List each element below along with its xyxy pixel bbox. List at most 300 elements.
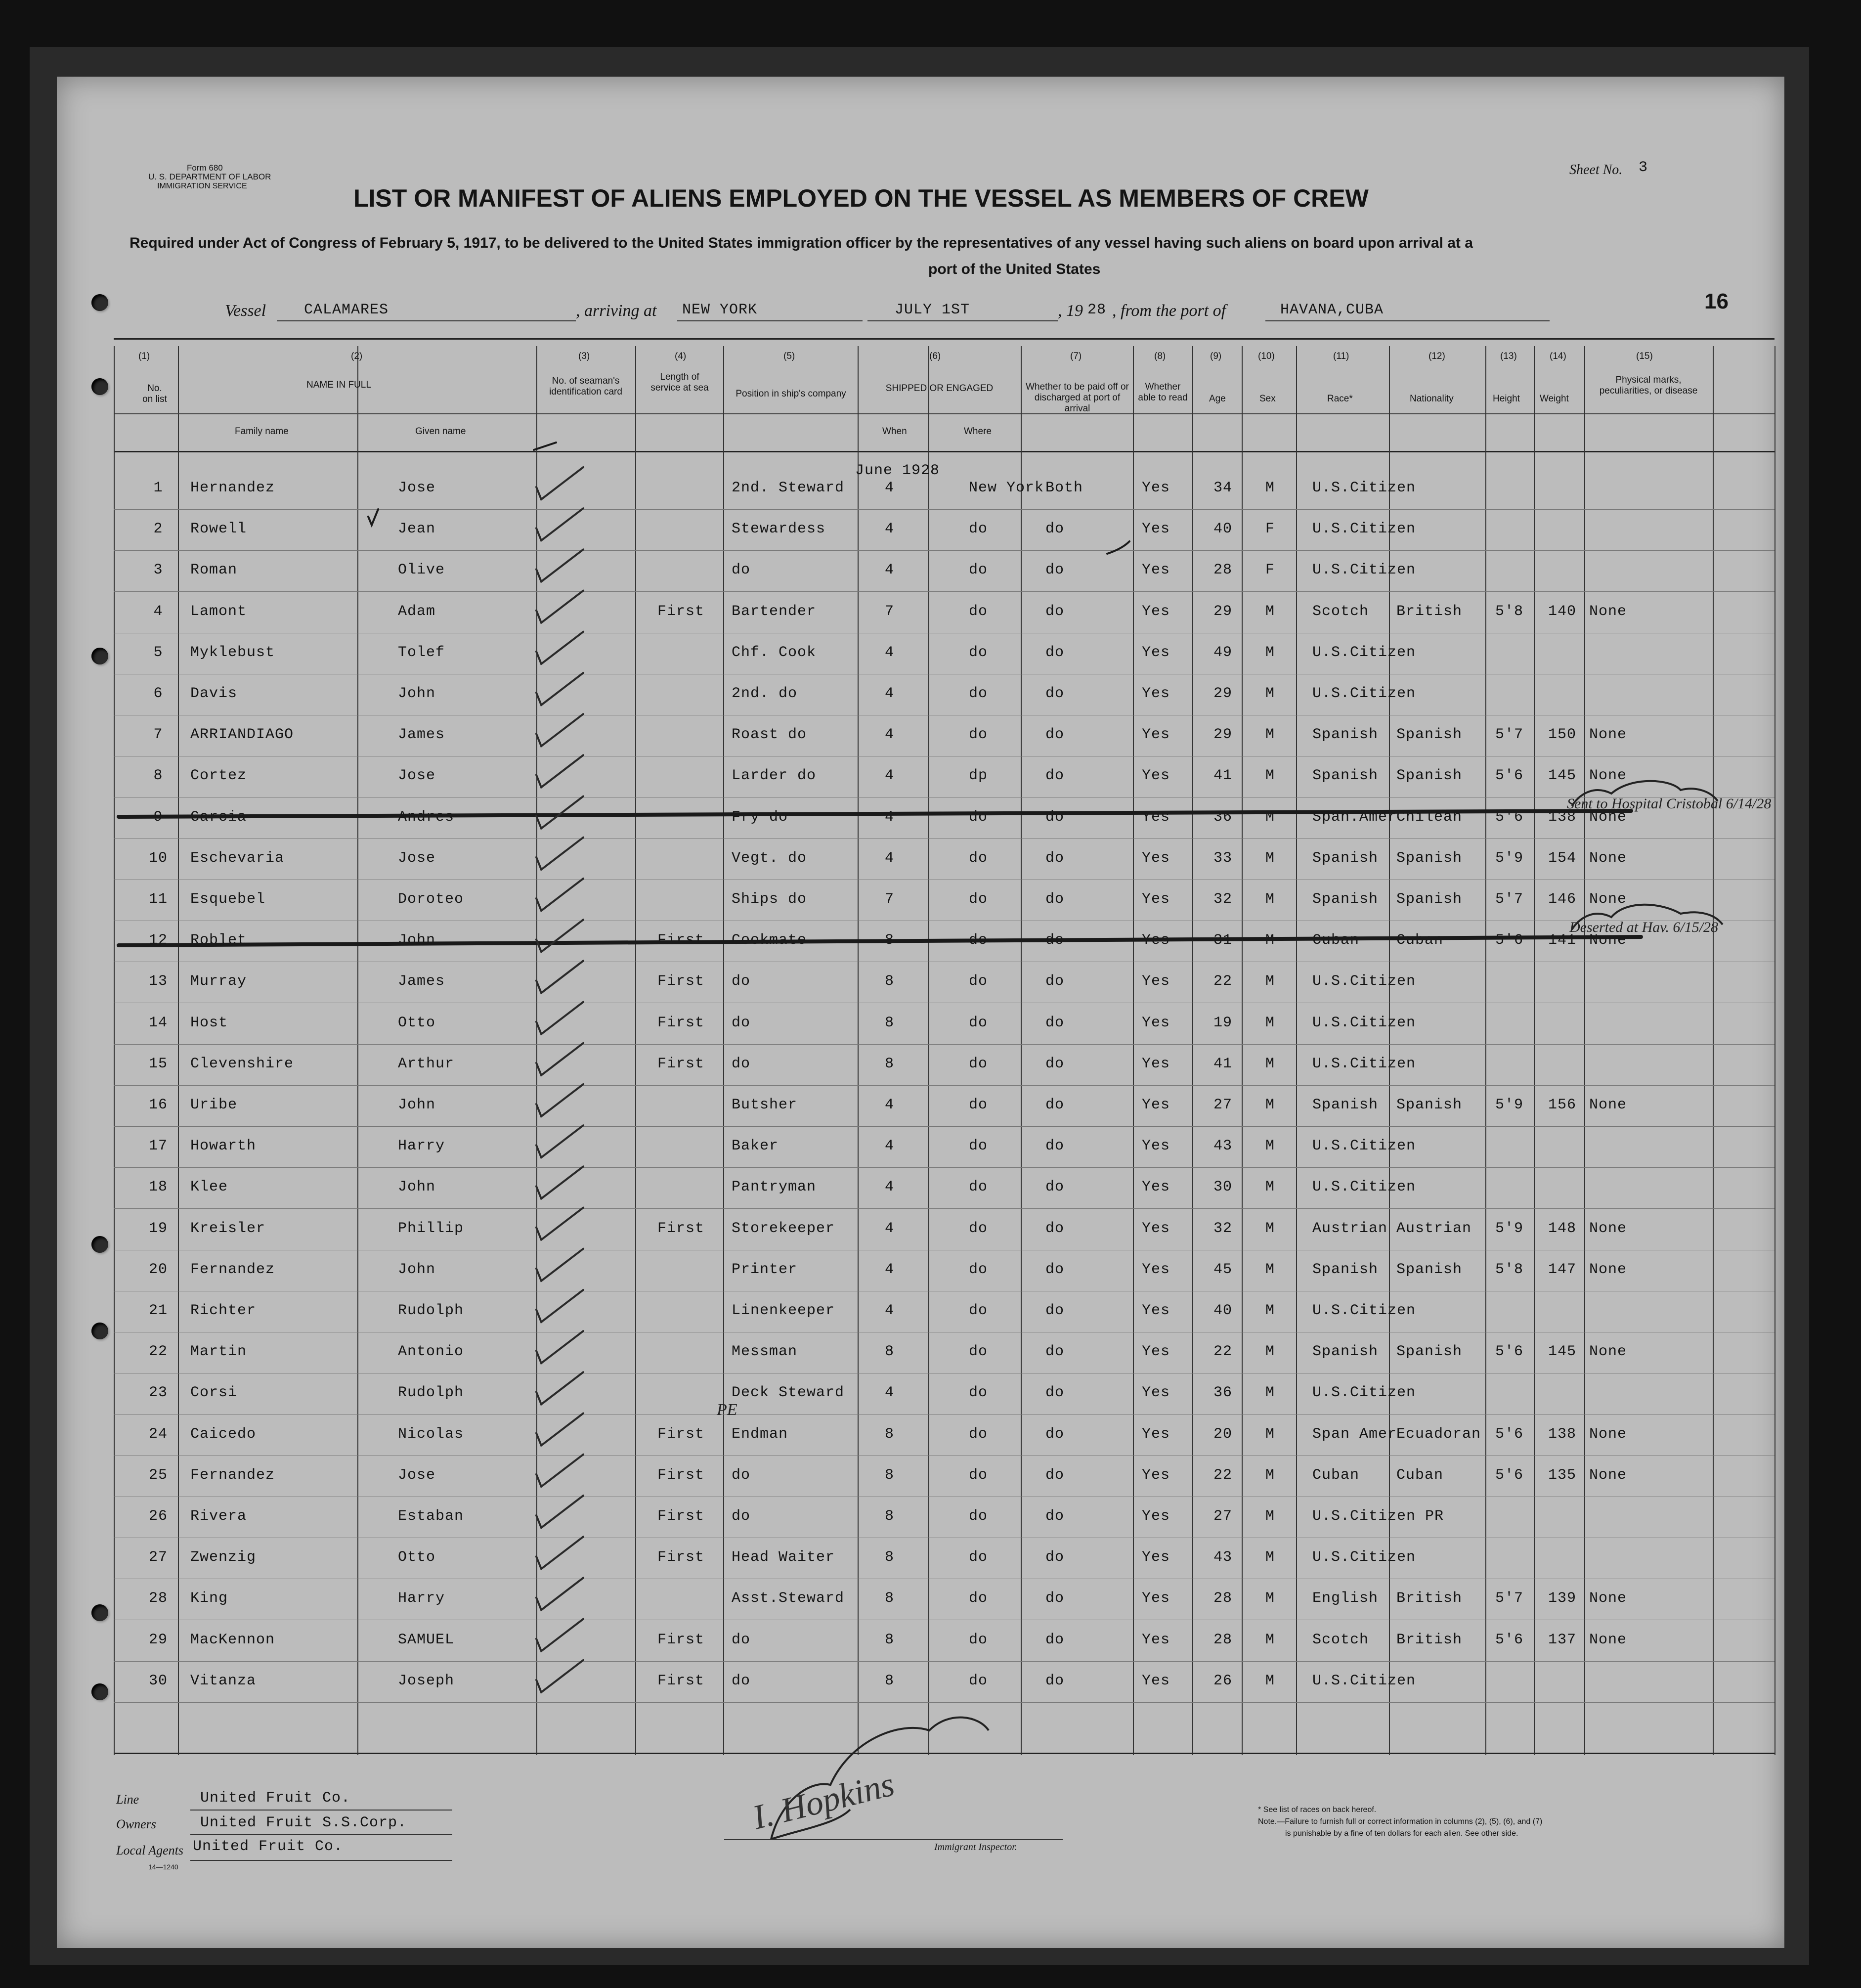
cell-given-name: SAMUEL	[398, 1631, 455, 1648]
header-weight: Weight	[1540, 394, 1569, 404]
cell-paid-off: do	[1045, 644, 1065, 661]
cell-able-to-read: Yes	[1142, 808, 1170, 826]
cell-family-name: ARRIANDIAGO	[190, 726, 294, 744]
cell-able-to-read: Yes	[1142, 973, 1170, 990]
cell-weight: 141	[1548, 932, 1577, 949]
cell-age: 29	[1213, 726, 1233, 744]
cell-shipped-where: do	[969, 891, 988, 908]
cell-given-name: John	[398, 1261, 436, 1278]
cell-given-name: Jean	[398, 521, 436, 538]
annotation-hospital: Sent to Hospital Cristobal 6/14/28	[1567, 795, 1772, 812]
cell-age: 41	[1213, 1055, 1233, 1072]
check-mark	[536, 879, 583, 911]
cell-family-name: Rivera	[190, 1508, 247, 1525]
cell-position: Roast do	[732, 726, 807, 744]
cell-position: Pantryman	[732, 1179, 817, 1196]
cell-shipped-where: do	[969, 603, 988, 620]
cell-sex: F	[1265, 562, 1275, 579]
cell-height: 5'8	[1495, 1261, 1524, 1278]
cell-family-name: MacKennon	[190, 1631, 275, 1648]
cell-race: Scotch	[1312, 1631, 1369, 1648]
cell-race: Spanish	[1312, 726, 1379, 744]
cell-shipped-where: do	[969, 808, 988, 826]
cell-age: 33	[1213, 849, 1233, 867]
header-shipped: SHIPPED OR ENGAGED	[885, 383, 994, 394]
cell-row-number: 29	[148, 1631, 168, 1648]
cell-race: U.S.Citizen	[1312, 1302, 1416, 1319]
cell-age: 31	[1213, 932, 1233, 949]
cell-paid-off: do	[1045, 726, 1065, 744]
check-mark	[536, 591, 583, 623]
cell-sex: M	[1265, 891, 1275, 908]
cell-age: 36	[1213, 808, 1233, 826]
cell-service-length: First	[657, 1631, 705, 1648]
print-code: 14—1240	[148, 1863, 178, 1871]
cell-shipped-when: 4	[885, 521, 895, 538]
cell-paid-off: do	[1045, 1179, 1065, 1196]
cell-age: 40	[1213, 521, 1233, 538]
cell-height: 5'6	[1495, 1631, 1524, 1648]
cell-position: do	[732, 1508, 751, 1525]
cell-shipped-when: 4	[885, 562, 895, 579]
cell-position: Head Waiter	[732, 1549, 835, 1566]
cell-given-name: Adam	[398, 603, 436, 620]
cell-race: Span Amer	[1312, 1425, 1397, 1443]
cell-race: U.S.Citizen	[1312, 644, 1416, 661]
cell-able-to-read: Yes	[1142, 1466, 1170, 1484]
cell-race: U.S.Citizen	[1312, 973, 1416, 990]
cell-given-name: Olive	[398, 562, 445, 579]
cell-given-name: John	[398, 1097, 436, 1113]
cell-position: Chf. Cook	[732, 644, 817, 661]
footer-note-1: * See list of races on back hereof.	[1258, 1806, 1377, 1814]
footer-note-3: is punishable by a fine of ten dollars for each alien. See other side.	[1285, 1829, 1518, 1838]
check-mark	[536, 755, 583, 787]
cell-row-number: 20	[148, 1261, 168, 1278]
header-nationality: Nationality	[1410, 394, 1454, 404]
cell-paid-off: do	[1045, 1220, 1065, 1237]
cell-physical-marks: None	[1589, 1466, 1627, 1484]
form-number: Form 680	[187, 163, 223, 173]
cell-sex: M	[1265, 1549, 1275, 1566]
col-num: (4)	[675, 351, 687, 361]
cell-shipped-where: do	[969, 1097, 988, 1113]
col-num: (2)	[351, 351, 363, 361]
cell-given-name: Harry	[398, 1590, 445, 1607]
cell-position: Larder do	[732, 767, 817, 785]
cell-able-to-read: Yes	[1142, 1590, 1170, 1607]
cell-sex: M	[1265, 1590, 1275, 1607]
col-num: (9)	[1210, 351, 1222, 361]
cell-sex: M	[1265, 603, 1275, 620]
cell-family-name: Howarth	[190, 1138, 257, 1155]
cell-able-to-read: Yes	[1142, 1302, 1170, 1319]
cell-paid-off: do	[1045, 932, 1065, 949]
cell-shipped-where: do	[969, 1384, 988, 1402]
cell-shipped-where: do	[969, 1672, 988, 1689]
header-where: Where	[964, 426, 992, 437]
cell-row-number: 15	[148, 1055, 168, 1072]
cell-shipped-when: 4	[885, 1220, 895, 1237]
cell-height: 5'7	[1495, 891, 1524, 908]
cell-shipped-when: 4	[885, 767, 895, 785]
cell-age: 27	[1213, 1508, 1233, 1525]
cell-weight: 147	[1548, 1261, 1577, 1278]
cell-paid-off: do	[1045, 1014, 1065, 1031]
check-mark	[536, 673, 583, 705]
cell-family-name: Murray	[190, 973, 247, 990]
cell-sex: M	[1265, 1014, 1275, 1031]
cell-row-number: 7	[153, 726, 163, 744]
cell-position: Stewardess	[732, 521, 826, 538]
from-port: HAVANA,CUBA	[1280, 302, 1384, 318]
cell-nationality: Cuban	[1396, 1466, 1444, 1484]
cell-family-name: Eschevaria	[190, 849, 285, 867]
cell-height: 5'7	[1495, 726, 1524, 744]
cell-race: Spanish	[1312, 1261, 1379, 1278]
cell-race: U.S.Citizen	[1312, 1055, 1416, 1072]
cell-paid-off: do	[1045, 1261, 1065, 1278]
required-text-2: port of the United States	[928, 261, 1101, 277]
cell-race: U.S.Citizen	[1312, 1384, 1416, 1402]
cell-shipped-where: do	[969, 1631, 988, 1648]
cell-weight: 137	[1548, 1631, 1577, 1648]
cell-paid-off: do	[1045, 1097, 1065, 1113]
cell-nationality: Spanish	[1396, 1261, 1463, 1278]
col-num: (3)	[578, 351, 590, 361]
cell-sex: M	[1265, 685, 1275, 702]
cell-sex: M	[1265, 644, 1275, 661]
cell-race: Cuban	[1312, 932, 1360, 949]
page-title: LIST OR MANIFEST OF ALIENS EMPLOYED ON THE VESSEL AS MEMBERS OF CREW	[353, 184, 1369, 212]
cell-given-name: Jose	[398, 480, 436, 496]
cell-shipped-where: do	[969, 1549, 988, 1566]
cell-paid-off: do	[1045, 1384, 1065, 1402]
check-mark	[536, 1043, 583, 1075]
check-mark	[536, 1578, 583, 1610]
cell-paid-off: do	[1045, 1672, 1065, 1689]
year-value: 28	[1087, 302, 1107, 318]
cell-physical-marks: None	[1589, 1425, 1627, 1443]
cell-position: do	[732, 562, 751, 579]
cell-nationality: Cuban	[1396, 932, 1444, 949]
cell-shipped-when: 4	[885, 1384, 895, 1402]
cell-family-name: Roblet	[190, 932, 247, 949]
cell-nationality: Austrian	[1396, 1220, 1472, 1237]
cell-family-name: Vitanza	[190, 1672, 257, 1689]
header-age: Age	[1209, 394, 1226, 404]
inspector-signature: I. Hopkins	[749, 1765, 898, 1837]
cell-sex: M	[1265, 932, 1275, 949]
cell-able-to-read: Yes	[1142, 1343, 1170, 1361]
cell-position: Bartender	[732, 603, 817, 620]
cell-shipped-where: do	[969, 644, 988, 661]
cell-service-length: First	[657, 603, 705, 620]
header-height: Height	[1493, 394, 1520, 404]
cell-given-name: Antonio	[398, 1343, 464, 1361]
cell-given-name: Arthur	[398, 1055, 455, 1072]
cell-service-length: First	[657, 1672, 705, 1689]
sheet-number: 3	[1639, 159, 1648, 176]
cell-shipped-when: 4	[885, 644, 895, 661]
cell-row-number: 4	[153, 603, 163, 620]
cell-nationality: Spanish	[1396, 1097, 1463, 1113]
cell-sex: M	[1265, 1384, 1275, 1402]
line-label: Line	[116, 1792, 139, 1807]
cell-weight: 138	[1548, 808, 1577, 826]
cell-family-name: Davis	[190, 685, 238, 702]
cell-service-length: First	[657, 1425, 705, 1443]
cell-race: Span.Amer	[1312, 808, 1397, 826]
cell-position: do	[732, 1466, 751, 1484]
cell-age: 29	[1213, 603, 1233, 620]
cell-sex: M	[1265, 808, 1275, 826]
cell-age: 27	[1213, 1097, 1233, 1113]
cell-given-name: Harry	[398, 1138, 445, 1155]
from-label: , from the port of	[1112, 302, 1226, 320]
cell-height: 5'6	[1495, 1343, 1524, 1361]
cell-row-number: 26	[148, 1508, 168, 1525]
cell-family-name: Hernandez	[190, 480, 275, 496]
cell-row-number: 18	[148, 1179, 168, 1196]
svg-text:PE: PE	[717, 1401, 737, 1419]
check-mark	[536, 632, 583, 664]
cell-sex: M	[1265, 973, 1275, 990]
cell-race: U.S.Citizen	[1312, 480, 1416, 496]
cell-family-name: Host	[190, 1014, 228, 1031]
check-mark	[536, 467, 583, 499]
cell-shipped-where: New York	[969, 480, 1044, 496]
cell-race: Spanish	[1312, 849, 1379, 867]
cell-shipped-where: do	[969, 562, 988, 579]
cell-race: U.S.Citizen	[1312, 1138, 1416, 1155]
cell-height: 5'6	[1495, 767, 1524, 785]
cell-able-to-read: Yes	[1142, 932, 1170, 949]
cell-service-length: First	[657, 1014, 705, 1031]
annotation-deserted: Deserted at Hav. 6/15/28	[1569, 919, 1719, 935]
cell-able-to-read: Yes	[1142, 767, 1170, 785]
cell-row-number: 6	[153, 685, 163, 702]
cell-age: 40	[1213, 1302, 1233, 1319]
cell-sex: M	[1265, 849, 1275, 867]
header-family-name: Family name	[235, 426, 289, 437]
cell-physical-marks: None	[1589, 891, 1627, 908]
cell-position: Cookmate	[732, 932, 807, 949]
cell-paid-off: do	[1045, 521, 1065, 538]
cell-position: 2nd. Steward	[732, 480, 845, 496]
cell-sex: M	[1265, 1425, 1275, 1443]
cell-shipped-when: 8	[885, 973, 895, 990]
cell-given-name: Rudolph	[398, 1384, 464, 1402]
agents-label: Local Agents	[116, 1843, 184, 1857]
cell-sex: M	[1265, 1631, 1275, 1648]
header-position: Position in ship's company	[736, 389, 846, 399]
cell-race: Spanish	[1312, 1343, 1379, 1361]
cell-row-number: 24	[148, 1425, 168, 1443]
cell-physical-marks: None	[1589, 1261, 1627, 1278]
cell-able-to-read: Yes	[1142, 1097, 1170, 1113]
cell-given-name: Doroteo	[398, 891, 464, 908]
cell-paid-off: do	[1045, 603, 1065, 620]
cell-race: U.S.Citizen PR	[1312, 1508, 1444, 1525]
cell-age: 28	[1213, 562, 1233, 579]
page-mark: 16	[1704, 289, 1729, 313]
cell-row-number: 9	[153, 808, 163, 826]
cell-age: 29	[1213, 685, 1233, 702]
cell-shipped-where: do	[969, 1343, 988, 1361]
required-text: Required under Act of Congress of February 5, 1917, to be delivered to the United States immigration officer by the representatives of any vessel having such aliens on board upon arrival at a	[130, 235, 1473, 251]
cell-given-name: John	[398, 932, 436, 949]
cell-service-length: First	[657, 1508, 705, 1525]
check-mark	[536, 1166, 583, 1198]
cell-position: Ships do	[732, 891, 807, 908]
cell-sex: M	[1265, 726, 1275, 744]
cell-family-name: Myklebust	[190, 644, 275, 661]
cell-nationality: Spanish	[1396, 849, 1463, 867]
cell-family-name: Fernandez	[190, 1261, 275, 1278]
cell-weight: 145	[1548, 767, 1577, 785]
cell-service-length: First	[657, 1055, 705, 1072]
cell-nationality: Spanish	[1396, 726, 1463, 744]
cell-sex: M	[1265, 1261, 1275, 1278]
cell-position: Printer	[732, 1261, 798, 1278]
check-mark	[536, 961, 583, 993]
cell-given-name: Otto	[398, 1014, 436, 1031]
cell-shipped-where: do	[969, 849, 988, 867]
cell-row-number: 27	[148, 1549, 168, 1566]
cell-row-number: 13	[148, 973, 168, 990]
cell-sex: M	[1265, 1055, 1275, 1072]
cell-row-number: 30	[148, 1672, 168, 1689]
cell-age: 32	[1213, 891, 1233, 908]
cell-physical-marks: None	[1589, 849, 1627, 867]
cell-shipped-when: 7	[885, 891, 895, 908]
cell-able-to-read: Yes	[1142, 1631, 1170, 1648]
col-num: (15)	[1636, 351, 1653, 361]
cell-shipped-where: do	[969, 1220, 988, 1237]
col-num: (10)	[1258, 351, 1275, 361]
cell-shipped-where: dp	[969, 767, 988, 785]
cell-able-to-read: Yes	[1142, 685, 1170, 702]
cell-family-name: Caicedo	[190, 1425, 257, 1443]
cell-shipped-where: do	[969, 932, 988, 949]
check-mark	[536, 796, 583, 829]
cell-age: 45	[1213, 1261, 1233, 1278]
cell-age: 28	[1213, 1631, 1233, 1648]
header-when: When	[882, 426, 907, 437]
col-num: (14)	[1550, 351, 1566, 361]
cell-sex: M	[1265, 480, 1275, 496]
col-num: (1)	[138, 351, 150, 361]
cell-family-name: Uribe	[190, 1097, 238, 1113]
check-mark	[536, 1208, 583, 1240]
cell-shipped-where: do	[969, 973, 988, 990]
cell-sex: M	[1265, 1220, 1275, 1237]
cell-paid-off: do	[1045, 562, 1065, 579]
cell-physical-marks: None	[1589, 932, 1627, 949]
cell-paid-off: do	[1045, 1425, 1065, 1443]
cell-physical-marks: None	[1589, 726, 1627, 744]
col-num: (13)	[1500, 351, 1517, 361]
cell-shipped-where: do	[969, 1138, 988, 1155]
cell-given-name: Rudolph	[398, 1302, 464, 1319]
cell-weight: 154	[1548, 849, 1577, 867]
owners-value: United Fruit S.S.Corp.	[200, 1814, 407, 1831]
col-num: (7)	[1070, 351, 1082, 361]
cell-family-name: Zwenzig	[190, 1549, 257, 1566]
cell-shipped-when: 8	[885, 1549, 895, 1566]
cell-able-to-read: Yes	[1142, 1179, 1170, 1196]
cell-sex: M	[1265, 1138, 1275, 1155]
cell-height: 5'6	[1495, 808, 1524, 826]
cell-sex: M	[1265, 1508, 1275, 1525]
cell-paid-off: do	[1045, 1549, 1065, 1566]
cell-nationality: Spanish	[1396, 767, 1463, 785]
cell-sex: M	[1265, 1466, 1275, 1484]
cell-row-number: 5	[153, 644, 163, 661]
cell-able-to-read: Yes	[1142, 1425, 1170, 1443]
cell-shipped-where: do	[969, 1261, 988, 1278]
cell-shipped-where: do	[969, 726, 988, 744]
cell-height: 5'6	[1495, 1425, 1524, 1443]
cell-given-name: James	[398, 973, 445, 990]
check-mark	[536, 1331, 583, 1363]
cell-race: U.S.Citizen	[1312, 1672, 1416, 1689]
cell-given-name: Tolef	[398, 644, 445, 661]
cell-race: English	[1312, 1590, 1379, 1607]
cell-able-to-read: Yes	[1142, 603, 1170, 620]
cell-paid-off: do	[1045, 1302, 1065, 1319]
cell-shipped-when: 4	[885, 685, 895, 702]
cell-family-name: Esquebel	[190, 891, 266, 908]
cell-paid-off: do	[1045, 1631, 1065, 1648]
cell-shipped-when: 4	[885, 808, 895, 826]
cell-shipped-where: do	[969, 1302, 988, 1319]
cell-age: 22	[1213, 1343, 1233, 1361]
cell-race: Spanish	[1312, 1097, 1379, 1113]
cell-race: Spanish	[1312, 767, 1379, 785]
cell-able-to-read: Yes	[1142, 1384, 1170, 1402]
cell-paid-off: do	[1045, 767, 1065, 785]
col-num: (6)	[929, 351, 941, 361]
agents-value: United Fruit Co.	[193, 1838, 344, 1855]
check-mark	[536, 1455, 583, 1487]
header-paid-off: Whether to be paid off or discharged at port of arrival	[1026, 382, 1129, 414]
cell-row-number: 16	[148, 1097, 168, 1113]
cell-position: Asst.Steward	[732, 1590, 845, 1607]
cell-physical-marks: None	[1589, 767, 1627, 785]
cell-nationality: British	[1396, 1631, 1463, 1648]
cell-height: 5'8	[1495, 603, 1524, 620]
cell-row-number: 2	[153, 521, 163, 538]
cell-row-number: 1	[153, 480, 163, 496]
cell-shipped-when: 7	[885, 603, 895, 620]
header-race: Race*	[1327, 394, 1353, 404]
cell-given-name: Nicolas	[398, 1425, 464, 1443]
cell-row-number: 14	[148, 1014, 168, 1031]
cell-shipped-when: 8	[885, 1425, 895, 1443]
cell-paid-off: do	[1045, 1590, 1065, 1607]
cell-position: Endman	[732, 1425, 788, 1443]
cell-able-to-read: Yes	[1142, 1138, 1170, 1155]
when-header: June 1928	[855, 462, 940, 479]
cell-age: 34	[1213, 480, 1233, 496]
cell-family-name: Clevenshire	[190, 1055, 294, 1072]
cell-weight: 156	[1548, 1097, 1577, 1113]
cell-height: 5'6	[1495, 1466, 1524, 1484]
cell-able-to-read: Yes	[1142, 1014, 1170, 1031]
vessel-label: Vessel	[225, 302, 266, 320]
